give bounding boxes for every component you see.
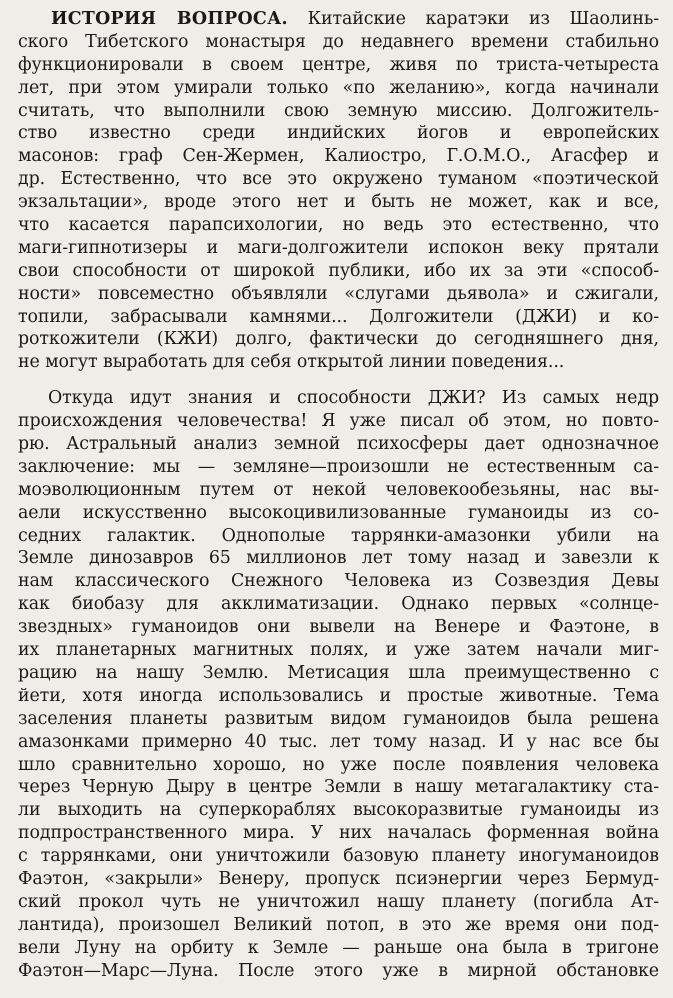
- text-line: происхождения человечества! Я уже писал об этом, но повто-: [18, 411, 659, 432]
- text-line: свои способности от широкой публики, ибо их за эти «способ-: [18, 260, 659, 281]
- text-line: аели искусственно высокоцивилизованные гуманоиды из со-: [18, 502, 659, 523]
- text-line: экзальтации», вроде этого нет и быть не может, как и все,: [18, 192, 659, 213]
- text-line: с таррянками, они уничтожили базовую планету иногуманоидов: [18, 846, 659, 867]
- text-line: считать, что выполнили свою земную миссию. Долгожитель-: [18, 100, 659, 121]
- text-line: через Черную Дыру в центре Земли в нашу метагалактику ста-: [18, 777, 659, 798]
- text-line: Земле динозавров 65 миллионов лет тому назад и завезли к: [18, 548, 659, 569]
- text-line: ли выходить на суперкораблях высокоразвитые гуманоиды из: [18, 800, 659, 821]
- paragraph-origins: [18, 387, 659, 982]
- text-line: ности» повсеместно объявляли «слугами дьявола» и сжигали,: [18, 283, 659, 304]
- text-line: ского Тибетского монастыря до недавнего времени стабильно: [18, 31, 659, 52]
- text-line: маги-гипнотизеры и маги-долгожители испокон веку прятали: [18, 237, 659, 258]
- text-line: что касается парапсихологии, но ведь это естественно, что: [18, 215, 659, 236]
- text-line: седних галактик. Однополые таррянки-амазонки убили на: [18, 525, 659, 546]
- text-line: заселения планеты развитым видом гуманоидов была решена: [18, 708, 659, 729]
- text-line: лантида), произошел Великий потоп, в это же время они под-: [18, 914, 659, 935]
- text-line: амазонками примерно 40 тыс. лет тому назад. И у нас все бы: [18, 731, 659, 752]
- text-line: йети, хотя иногда использовались и простые животные. Тема: [18, 685, 659, 706]
- paragraph-history: [18, 8, 659, 374]
- text-line: Фаэтон, «закрыли» Венеру, пропуск псиэнергии через Бермуд-: [18, 868, 659, 889]
- section-heading: ИСТОРИЯ ВОПРОСА.: [51, 9, 288, 29]
- text-line: роткожители (КЖИ) долго, фактически до сегодняшнего дня,: [18, 329, 659, 350]
- text-line: заключение: мы — земляне—произошли не естественным са-: [18, 456, 659, 477]
- text-fragment: Китайские каратэки из Шаолинь-: [307, 9, 659, 29]
- text-line: рю. Астральный анализ земной психосферы дает однозначное: [18, 434, 659, 455]
- text-line: лет, при этом умирали только «по желанию», когда начинали: [18, 77, 659, 98]
- text-line: топили, забрасывали камнями... Долгожители (ДЖИ) и ко-: [18, 306, 659, 327]
- text-line: др. Естественно, что все это окружено туманом «поэтической: [18, 169, 659, 190]
- text-line: вели Луну на орбиту к Земле — раньше она была в тригоне: [18, 937, 659, 958]
- text-line: их планетарных магнитных полях, и уже затем начали миг-: [18, 640, 659, 661]
- text-line: моэволюционным путем от некой человекообезьяны, нас вы-: [18, 479, 659, 500]
- text-line: подпространственного мира. У них началась форменная война: [18, 823, 659, 844]
- text-line: ство известно среди индийских йогов и европейских: [18, 123, 659, 144]
- text-line: [18, 8, 659, 31]
- text-line: функционировали в своем центре, живя по триста-четыреста: [18, 54, 659, 75]
- text-line: Фаэтон—Марс—Луна. После этого уже в мирной обстановке: [18, 960, 659, 981]
- text-line: нам классического Снежного Человека из Созвездия Девы: [18, 571, 659, 592]
- text-line: Откуда идут знания и способности ДЖИ? Из самых недр: [48, 388, 659, 409]
- text-line: рацию на нашу Землю. Метисация шла преимущественно с: [18, 662, 659, 683]
- text-line: масонов: граф Сен-Жермен, Калиостро, Г.О.М.О., Агасфер и: [18, 146, 659, 167]
- text-line: шло сравнительно хорошо, но уже после появления человека: [18, 754, 659, 775]
- text-line: не могут выработать для себя открытой линии поведения...: [18, 352, 565, 373]
- text-line: как биобазу для акклиматизации. Однако первых «солнце-: [18, 594, 659, 615]
- text-line: ский прокол чуть не уничтожил нашу планету (погибла Ат-: [18, 891, 659, 912]
- text-line: звездных» гуманоидов они вывели на Венере и Фаэтоне, в: [18, 617, 659, 638]
